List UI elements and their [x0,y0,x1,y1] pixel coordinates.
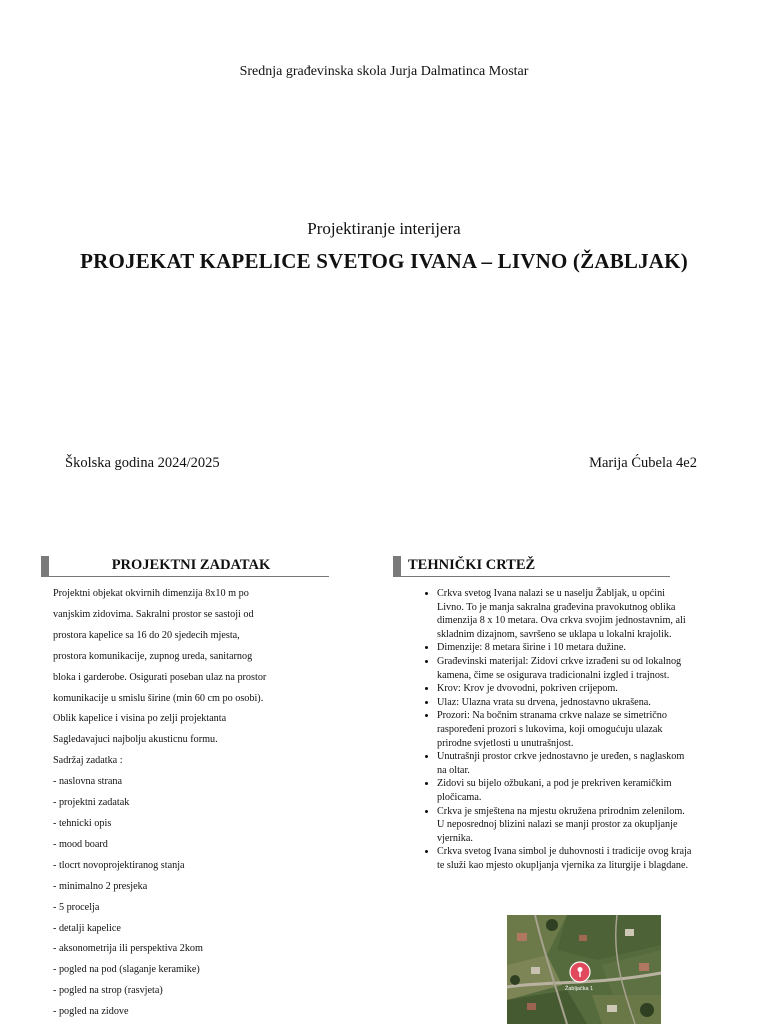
list-item: • Unutrašnji prostor crkve jednostavno je uređen, s naglaskom na oltar. [437,750,692,777]
task-line: Oblik kapelice i visina po zelji projektanta [53,713,227,725]
task-line: prostora komunikacije, zupnog ureda, sanitarnog [53,650,253,662]
list-item: • Zidovi su bijelo ožbukani, a pod je prekriven keramičkim pločicama. [437,777,692,804]
list-item: • Ulaz: Ulazna vrata su drvena, jednostavno ukrašena. [437,696,692,710]
task-line: - 5 procelja [53,901,100,913]
task-line: Sadržaj zadatka : [53,755,123,767]
list-item: • Crkva je smještena na mjestu okružena prirodnim zelenilom. U neposrednoj blizini nalazi se manji prostor za okupljanje vjernika. [437,805,692,846]
task-line: - tlocrt novoprojektiranog stanja [53,859,185,871]
list-item: • Prozori: Na bočnim stranama crkve nalaze se simetrično raspoređeni prozori s lukovima, koji omogućuju ulazak prirodne svjetlosti u unutrašnjost. [437,709,692,750]
task-line: - detalji kapelice [53,922,121,934]
task-line: komunikacije u smislu širine (min 60 cm po osobi). [53,692,264,704]
task-line: - pogled na zidove [53,1006,129,1018]
task-line: prostora kapelice sa 16 do 20 sjedecih mjesta, [53,629,240,641]
map-pin-label: Žabljačka 1 [565,986,594,992]
project-task-heading [41,556,329,577]
list-item: • Građevinski materijal: Zidovi crkve izrađeni su od lokalnog kamena, čime se osigurava tradicionalni izgled i trajnost. [437,655,692,682]
project-task-heading-text: PROJEKTNI ZADATAK [111,557,271,573]
school-year: Školska godina 2024/2025 [65,455,220,471]
school-name: Srednja građevinska skola Jurja Dalmatinca Mostar [239,64,529,79]
list-item: • Dimenzije: 8 metara širine i 10 metara dužine. [437,641,692,655]
list-item: • Krov: Krov je dvovodni, pokriven crijepom. [437,682,692,696]
technical-description-list [420,587,692,872]
task-line: - aksonometrija ili perspektiva 2kom [53,943,203,955]
task-line: - tehnicki opis [53,817,112,829]
project-task-text [53,584,343,1023]
task-line: - pogled na pod (slaganje keramike) [53,964,200,976]
list-item: • Crkva svetog Ivana simbol je duhovnosti i tradicije ovog kraja te služi kao mjesto okupljanja vjernika za liturgije i blagdane. [437,845,692,872]
project-title: PROJEKAT KAPELICE SVETOG IVANA – LIVNO (ŽABLJAK) [80,249,688,273]
satellite-map-image [507,915,661,1024]
heading-accent-bar [393,556,401,577]
task-line: - projektni zadatak [53,797,130,809]
technical-drawing-heading [393,556,670,577]
task-line: vanjskim zidovima. Sakralni prostor se sastoji od [53,608,254,620]
list-item: • Crkva svetog Ivana nalazi se u naselju Žabljak, u općini Livno. To je manja sakralna građevina pravokutnog oblika dimenzija 8 x 10 metara. Ova crkva svojim jednostavnim, ali skladnim dizajnom, savršeno se uklapa u lokalni krajolik. [437,587,692,641]
task-line: bloka i garderobe. Osigurati poseban ulaz na prostor [53,671,267,683]
task-line: - mood board [53,838,108,850]
task-line: Projektni objekat okvirnih dimenzija 8x10 m po [53,588,249,599]
subject-title: Projektiranje interijera [307,219,461,238]
task-line: - pogled na strop (rasvjeta) [53,985,163,997]
technical-drawing-heading-text: TEHNIČKI CRTEŽ [408,557,536,573]
task-line: - minimalno 2 presjeka [53,880,148,892]
author-name: Marija Ćubela 4e2 [589,455,697,471]
task-line: Sagledavajuci najbolju akusticnu formu. [53,734,218,746]
task-line: - naslovna strana [53,776,123,788]
map-pin-icon [569,961,591,983]
